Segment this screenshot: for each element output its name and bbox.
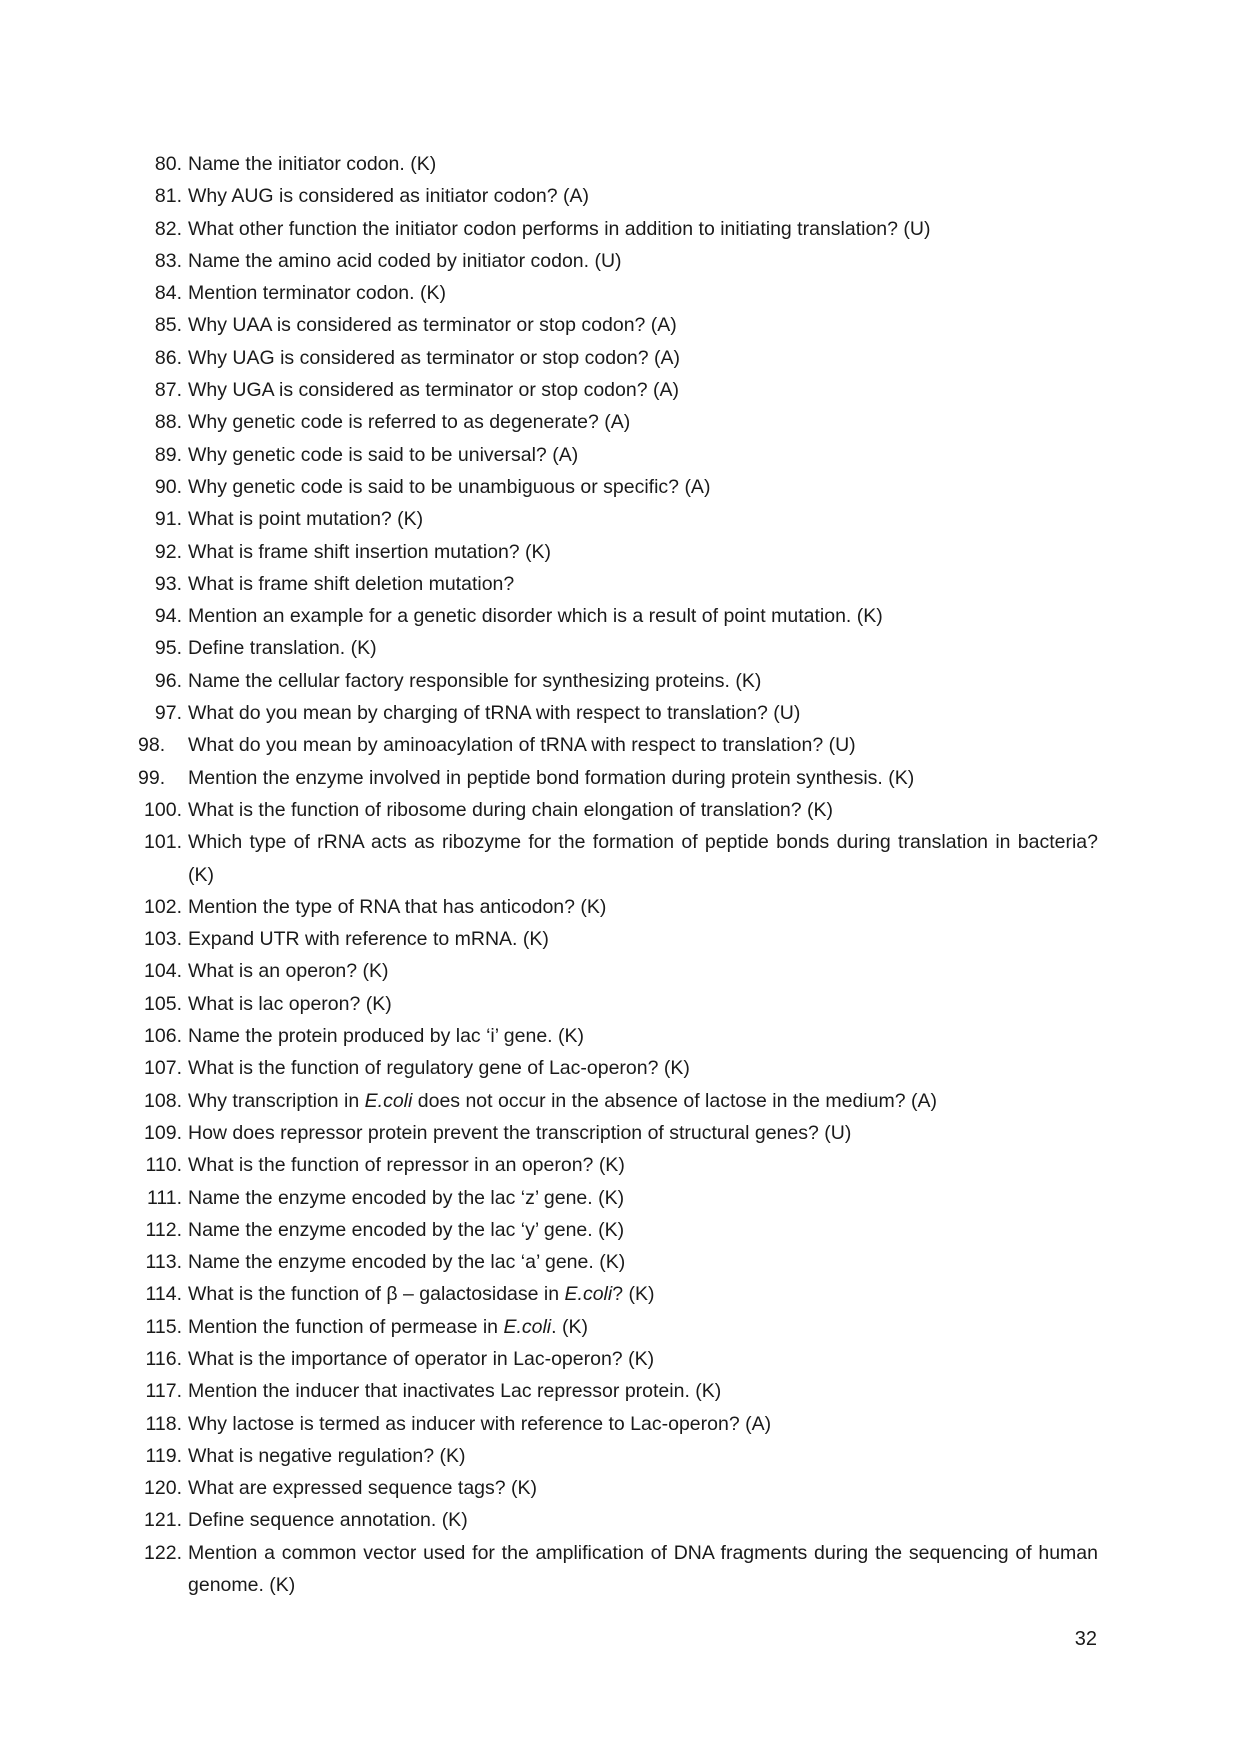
question-number: 101.: [144, 831, 182, 854]
question-number: 97.: [154, 702, 182, 725]
question-number: 91.: [154, 508, 182, 531]
question-number: 95.: [154, 637, 182, 660]
question-text: Name the protein produced by lac ‘i’ gene. (K): [188, 1025, 584, 1048]
question-item: [130, 600, 1098, 632]
question-item: [130, 503, 1098, 535]
question-item: [130, 342, 1098, 374]
question-item: [130, 1375, 1098, 1407]
question-text: [188, 1278, 1098, 1310]
question-text: Why genetic code is said to be unambiguous or specific? (A): [188, 475, 711, 498]
question-text: [188, 1311, 1098, 1343]
question-text-part: . (K): [551, 1315, 588, 1338]
question-text-part: ? (K): [612, 1283, 655, 1306]
question-text: Why genetic code is referred to as degenerate? (A): [188, 411, 631, 434]
question-number: 115.: [145, 1315, 182, 1338]
question-number: 105.: [144, 992, 182, 1015]
question-number: 102.: [144, 895, 182, 918]
question-number: 106.: [144, 1025, 182, 1048]
question-text-italic: E.coli: [503, 1315, 552, 1338]
question-item: [130, 955, 1098, 987]
question-item: [130, 1246, 1098, 1278]
question-item: [130, 1085, 1098, 1117]
question-text: What is an operon? (K): [188, 960, 389, 983]
question-item: [130, 1311, 1098, 1343]
question-text: Why AUG is considered as initiator codon? (A): [188, 185, 590, 208]
question-text: What is negative regulation? (K): [188, 1444, 466, 1467]
question-item: [130, 891, 1098, 923]
question-text: What is the importance of operator in Lac-operon? (K): [188, 1347, 655, 1370]
question-item: [130, 1472, 1098, 1504]
question-text: Why UAG is considered as terminator or stop codon? (A): [188, 346, 681, 369]
question-text: Why UAA is considered as terminator or stop codon? (A): [188, 314, 677, 337]
question-number: 85.: [154, 314, 182, 337]
question-text: Name the enzyme encoded by the lac ‘z’ gene. (K): [188, 1186, 625, 1209]
question-item: [130, 1214, 1098, 1246]
question-item: [130, 697, 1098, 729]
question-number: 100.: [144, 798, 182, 821]
question-text-part: Mention the function of permease in: [188, 1315, 504, 1338]
question-number: 121.: [144, 1509, 182, 1532]
question-number: 107.: [144, 1057, 182, 1080]
question-text: Expand UTR with reference to mRNA. (K): [188, 928, 549, 951]
question-item: [130, 277, 1098, 309]
question-text-part: Why transcription in: [188, 1089, 365, 1112]
question-number: 112.: [145, 1218, 182, 1241]
question-text: Which type of rRNA acts as ribozyme for the formation of peptide bonds during translation in bacteria? (K): [188, 831, 1098, 886]
question-text: Why UGA is considered as terminator or stop codon? (A): [188, 379, 679, 402]
question-number: 84.: [154, 282, 182, 305]
question-number: 80.: [154, 153, 182, 175]
question-text: Name the enzyme encoded by the lac ‘y’ gene. (K): [188, 1218, 625, 1241]
question-item: [130, 406, 1098, 438]
question-number: 88.: [154, 411, 182, 434]
question-text: Name the amino acid coded by initiator codon. (U): [188, 249, 622, 272]
question-text: What is frame shift deletion mutation?: [188, 572, 515, 595]
question-number: 89.: [154, 443, 182, 466]
question-item: [130, 1504, 1098, 1536]
question-number: 120.: [144, 1477, 182, 1500]
question-text: Why genetic code is said to be universal? (A): [188, 443, 579, 466]
question-text: What is the function of regulatory gene of Lac-operon? (K): [188, 1057, 690, 1080]
question-text-part: does not occur in the absence of lactose in the medium? (A): [412, 1089, 937, 1112]
question-item: [130, 439, 1098, 471]
question-item: [130, 1020, 1098, 1052]
question-number: 111.: [146, 1186, 182, 1209]
page-number: 32: [1074, 1628, 1097, 1650]
question-item: [130, 309, 1098, 341]
question-text: What is the function of repressor in an operon? (K): [188, 1154, 625, 1177]
question-item: [130, 1117, 1098, 1149]
question-number: 86.: [154, 346, 182, 369]
question-item: [130, 923, 1098, 955]
question-text: Mention the type of RNA that has anticodon? (K): [188, 895, 607, 918]
question-item: [130, 632, 1098, 664]
question-item: [130, 1149, 1098, 1181]
question-number: 92.: [154, 540, 182, 563]
question-item: [130, 180, 1098, 212]
question-item: [130, 374, 1098, 406]
question-text: What do you mean by charging of tRNA with respect to translation? (U): [188, 702, 801, 725]
question-number: 117.: [145, 1380, 182, 1403]
question-text: What do you mean by aminoacylation of tRNA with respect to translation? (U): [188, 734, 856, 757]
question-text: What are expressed sequence tags? (K): [188, 1477, 538, 1500]
question-number: 118.: [145, 1412, 182, 1435]
question-item: [130, 471, 1098, 503]
question-item: [130, 794, 1098, 826]
question-text-italic: E.coli: [364, 1089, 413, 1112]
question-number: 108.: [144, 1089, 182, 1112]
question-item: [130, 988, 1098, 1020]
question-item: [130, 1408, 1098, 1440]
question-number: 116.: [145, 1347, 182, 1370]
question-number: 99.: [138, 766, 166, 789]
question-item: [130, 1278, 1098, 1310]
question-number: 119.: [145, 1444, 182, 1467]
question-number: 87.: [154, 379, 182, 402]
question-text: [188, 1085, 1098, 1117]
question-number: 122.: [144, 1541, 182, 1564]
question-text: Define sequence annotation. (K): [188, 1509, 468, 1532]
question-text: Name the initiator codon. (K): [188, 153, 437, 175]
question-text: What is frame shift insertion mutation? (K): [188, 540, 552, 563]
question-item: [130, 1343, 1098, 1375]
question-number: 98.: [138, 734, 166, 757]
question-item: [130, 1052, 1098, 1084]
question-item: [130, 1182, 1098, 1214]
question-item: [130, 245, 1098, 277]
question-number: 82.: [154, 217, 182, 240]
question-item: [130, 536, 1098, 568]
question-number: 93.: [154, 572, 182, 595]
question-item: [130, 568, 1098, 600]
question-text: Name the cellular factory responsible for synthesizing proteins. (K): [188, 669, 762, 692]
question-text: What other function the initiator codon performs in addition to initiating translation? (U): [188, 217, 931, 240]
question-text: Mention an example for a genetic disorder which is a result of point mutation. (K): [188, 605, 883, 628]
question-text: Mention the inducer that inactivates Lac repressor protein. (K): [188, 1380, 722, 1403]
question-number: 83.: [154, 249, 182, 272]
question-item: [130, 148, 1098, 180]
question-number: 90.: [154, 475, 182, 498]
question-number: 109.: [144, 1121, 182, 1144]
question-item: [130, 213, 1098, 245]
question-item: [130, 1440, 1098, 1472]
question-number: 96.: [154, 669, 182, 692]
question-item: [130, 1537, 1098, 1602]
question-text: What is the function of ribosome during chain elongation of translation? (K): [188, 798, 833, 821]
question-number: 110.: [145, 1154, 182, 1177]
question-item: [130, 665, 1098, 697]
question-item: [130, 826, 1098, 891]
question-text: What is point mutation? (K): [188, 508, 424, 531]
question-number: 113.: [145, 1251, 182, 1274]
question-text-italic: E.coli: [564, 1283, 613, 1306]
question-text: What is lac operon? (K): [188, 992, 392, 1015]
question-text: Mention a common vector used for the amplification of DNA fragments during the sequencing of human genome. (K): [188, 1541, 1098, 1597]
question-text: How does repressor protein prevent the transcription of structural genes? (U): [188, 1121, 852, 1144]
question-text: Define translation. (K): [188, 637, 377, 660]
question-text-part: What is the function of β – galactosidase in: [188, 1283, 565, 1306]
question-number: 94.: [154, 605, 182, 628]
question-item: [130, 729, 1098, 761]
question-list: [130, 148, 1098, 1601]
question-number: 104.: [144, 960, 182, 983]
question-text: Why lactose is termed as inducer with reference to Lac-operon? (A): [188, 1412, 772, 1435]
question-text: Mention the enzyme involved in peptide bond formation during protein synthesis. (K): [188, 766, 915, 789]
question-number: 103.: [144, 928, 182, 951]
question-number: 114.: [145, 1283, 182, 1306]
question-number: 81.: [154, 185, 182, 208]
question-text: Mention terminator codon. (K): [188, 282, 446, 305]
question-text: Name the enzyme encoded by the lac ‘a’ gene. (K): [188, 1251, 626, 1274]
question-item: [130, 762, 1098, 794]
